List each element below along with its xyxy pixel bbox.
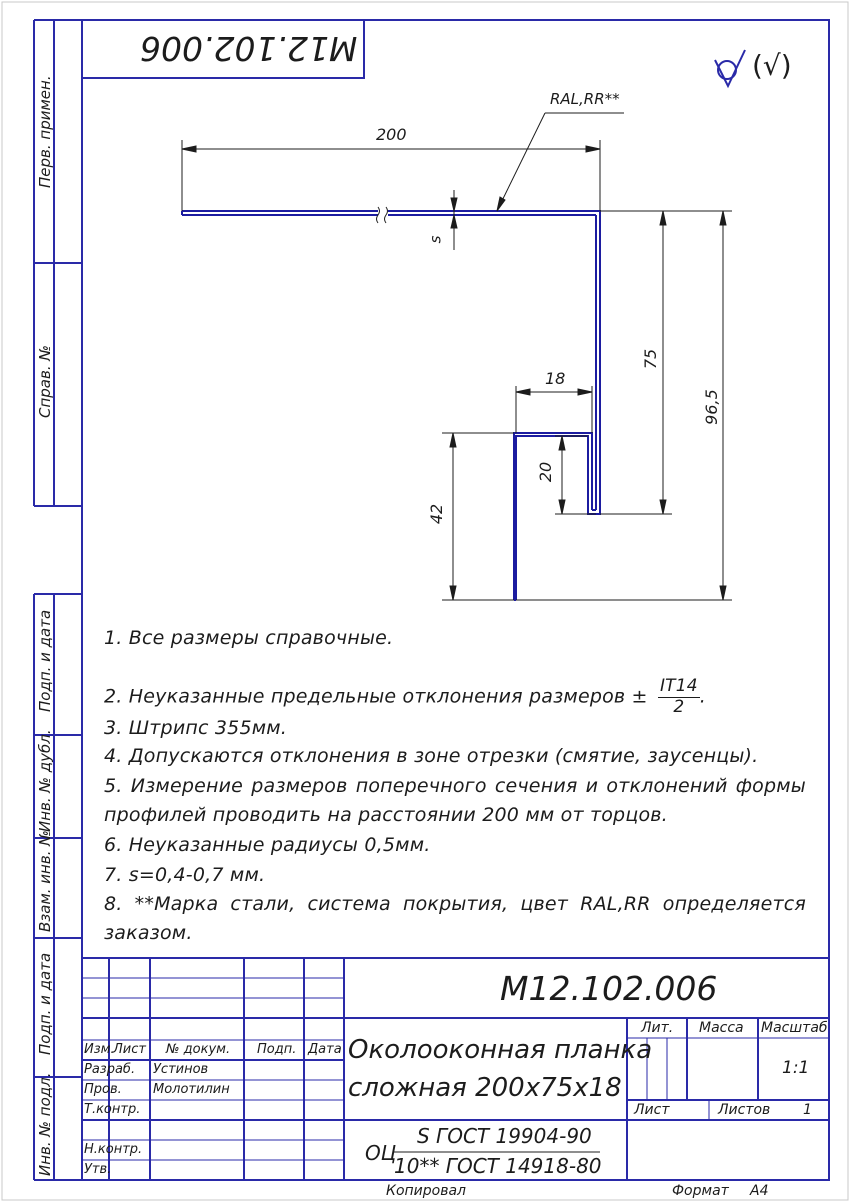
dim-thickness: s	[426, 235, 445, 244]
massa-label: Масса	[699, 1020, 744, 1036]
list-label: Лист	[634, 1102, 670, 1118]
profile-shape	[182, 211, 600, 600]
col-data: Дата	[308, 1042, 342, 1057]
material-top: S ГОСТ 19904-90	[417, 1124, 592, 1148]
listov-label: Листов	[718, 1102, 771, 1118]
row-tkontr: Т.контр.	[84, 1102, 141, 1117]
dim-42: 42	[427, 503, 447, 525]
note-8b: заказом.	[104, 922, 193, 944]
note-5a: 5. Измерение размеров поперечного сечения и отклонений формы	[104, 775, 806, 797]
main-drawing-number-text: М12.102.006	[500, 969, 718, 1008]
kopiroval: Копировал	[386, 1183, 466, 1199]
col-list: Лист	[113, 1042, 146, 1057]
note-2-fraction	[658, 677, 700, 717]
lit-label: Лит.	[641, 1020, 674, 1036]
side-sprav-no: Справ. №	[36, 345, 54, 418]
dim-200: 200	[376, 125, 407, 144]
format-value: А4	[750, 1183, 769, 1199]
note-2-text: 2. Неуказанные предельные отклонения размеров ±	[104, 685, 648, 708]
note-7: 7. s=0,4-0,7 мм.	[104, 864, 266, 886]
prov-name: Молотилин	[153, 1082, 230, 1097]
dim-96-5: 96,5	[701, 389, 721, 425]
side-inv-dubl: Инв. № дубл.	[36, 729, 54, 832]
roughness-text: (√)	[752, 49, 792, 82]
row-prov: Пров.	[84, 1082, 122, 1097]
dim-18: 18	[545, 369, 566, 388]
roughness-symbol	[715, 50, 745, 86]
note-1: 1. Все размеры справочные.	[104, 627, 394, 649]
side-perv-primen: Перв. примен.	[36, 75, 54, 188]
listov-value: 1	[803, 1102, 812, 1118]
top-drawing-number: М12.102.006	[140, 29, 358, 68]
row-nkontr: Н.контр.	[84, 1142, 143, 1157]
note-4: 4. Допускаются отклонения в зоне отрезки (смятие, заусенцы).	[104, 745, 759, 767]
note-6: 6. Неуказанные радиусы 0,5мм.	[104, 834, 431, 856]
side-inv-podl: Инв. № подл.	[36, 1072, 54, 1176]
side-vzam-inv: Взам. инв. №	[36, 830, 54, 932]
masshtab-label: Масштаб	[761, 1020, 828, 1036]
col-doc: № докум.	[166, 1042, 231, 1057]
scale-value: 1:1	[782, 1058, 810, 1078]
row-utv: Утв.	[84, 1162, 112, 1177]
note-8a: 8. **Марка стали, система покрытия, цвет RAL,RR определяется	[104, 893, 806, 915]
side-podp-data-1: Подп. и дата	[36, 609, 54, 712]
note-2-denominator: 2	[673, 696, 685, 717]
note-5b: профилей проводить на расстоянии 200 мм от торцов.	[104, 804, 668, 826]
col-podp: Подп.	[257, 1042, 297, 1057]
note-2-end: .	[699, 685, 707, 708]
product-name-line-2: сложная 200х75х18	[348, 1073, 622, 1103]
note-2-numerator: IT14	[659, 676, 698, 696]
product-name-line-1: Околооконная планка	[348, 1035, 653, 1065]
side-podp-data-2: Подп. и дата	[36, 952, 54, 1055]
note-3: 3. Штрипс 355мм.	[104, 717, 288, 739]
material-bottom: 10** ГОСТ 14918-80	[394, 1154, 602, 1178]
note-2	[104, 677, 706, 717]
format-label: Формат	[672, 1183, 729, 1199]
coating-callout: RAL,RR**	[550, 90, 620, 108]
break-mark	[377, 207, 388, 223]
col-izm: Изм.	[84, 1042, 115, 1057]
material-prefix: ОЦ	[365, 1141, 397, 1165]
razrab-name: Устинов	[153, 1062, 209, 1077]
row-razrab: Разраб.	[84, 1062, 136, 1077]
dim-75: 75	[641, 348, 661, 370]
dim-20: 20	[536, 461, 556, 483]
